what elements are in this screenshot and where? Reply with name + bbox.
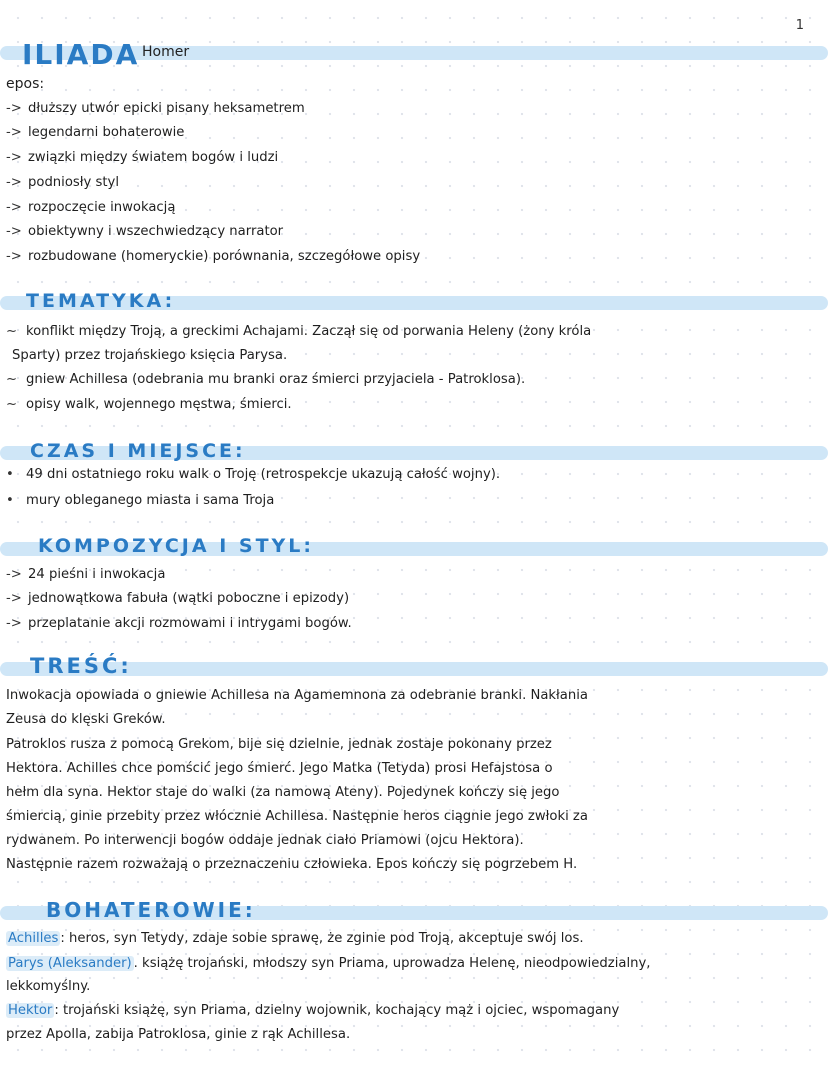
list-item bbox=[6, 146, 822, 170]
character-name: Achilles bbox=[8, 931, 59, 946]
list-item-text: mury obleganego miasta i sama Troja bbox=[26, 493, 275, 508]
list-item bbox=[6, 563, 822, 587]
arrow-icon: -> bbox=[6, 567, 22, 582]
list-item bbox=[6, 463, 822, 487]
character-description: lekkomyślny. bbox=[6, 979, 91, 994]
paragraph-line bbox=[6, 393, 822, 417]
list-item bbox=[6, 97, 822, 121]
character-description: : heros, syn Tetydy, zdaje sobie sprawę, że zginie pod Troją, akceptuje swój los. bbox=[60, 931, 584, 946]
section-heading-kompozycja: KOMPOZYCJA I STYL: bbox=[38, 535, 314, 557]
character-name: Hektor bbox=[8, 1003, 53, 1018]
character-description: . książę trojański, młodszy syn Priama, uprowadza Helenę, nieodpowiedzialny, bbox=[133, 956, 651, 971]
section-heading-czas: CZAS I MIEJSCE: bbox=[30, 440, 246, 462]
list-item-text: legendarni bohaterowie bbox=[28, 125, 185, 140]
tilde-icon: ~ bbox=[6, 324, 18, 339]
list-item-text: rozpoczęcie inwokacją bbox=[28, 200, 176, 215]
list-item bbox=[6, 121, 822, 145]
list-item bbox=[6, 220, 822, 244]
list-item bbox=[6, 196, 822, 220]
paragraph-line bbox=[6, 320, 822, 344]
paragraph-line bbox=[6, 368, 822, 392]
list-item-text: 49 dni ostatniego roku walk o Troję (retrospekcje ukazują całość wojny). bbox=[26, 467, 501, 482]
paragraph-text: gniew Achillesa (odebrania mu branki oraz śmierci przyjaciela - Patroklosa). bbox=[26, 372, 526, 387]
list-item-text: obiektywny i wszechwiedzący narrator bbox=[28, 224, 284, 239]
list-item bbox=[6, 171, 822, 195]
character-description: przez Apolla, zabija Patroklosa, ginie z rąk Achillesa. bbox=[6, 1027, 351, 1042]
tilde-icon: ~ bbox=[6, 397, 18, 412]
section-heading-bohaterowie: BOHATEROWIE: bbox=[46, 898, 256, 922]
character-entry bbox=[6, 999, 822, 1023]
document-author: Homer bbox=[142, 44, 190, 60]
list-item-text: dłuższy utwór epicki pisany heksametrem bbox=[28, 101, 305, 116]
character-entry bbox=[6, 975, 822, 999]
paragraph-line: Sparty) przez trojańskiego księcia Parysa. bbox=[12, 348, 288, 363]
paragraph-line: Zeusa do klęski Greków. bbox=[6, 712, 166, 727]
paragraph-line: Inwokacja opowiada o gniewie Achillesa na Agamemnona za odebranie branki. Nakłania bbox=[6, 688, 588, 703]
character-entry bbox=[6, 1023, 822, 1047]
paragraph-line: Hektora. Achilles chce pomścić jego śmierć. Jego Matka (Tetyda) prosi Hefajstosa o bbox=[6, 761, 553, 776]
arrow-icon: -> bbox=[6, 175, 22, 190]
list-item-text: rozbudowane (homeryckie) porównania, szczegółowe opisy bbox=[28, 249, 421, 264]
list-item-text: 24 pieśni i inwokacja bbox=[28, 567, 166, 582]
list-item bbox=[6, 587, 822, 611]
list-item bbox=[6, 612, 822, 636]
list-item-text: związki między światem bogów i ludzi bbox=[28, 150, 279, 165]
arrow-icon: -> bbox=[6, 224, 22, 239]
document-title: ILIADA bbox=[22, 38, 140, 71]
epos-label: epos: bbox=[6, 76, 45, 92]
paragraph-line: Patroklos rusza z pomocą Grekom, bije się dzielnie, jednak zostaje pokonany przez bbox=[6, 737, 552, 752]
arrow-icon: -> bbox=[6, 616, 22, 631]
list-item-text: jednowątkowa fabuła (wątki poboczne i epizody) bbox=[28, 591, 350, 606]
bullet-icon: • bbox=[6, 467, 14, 482]
arrow-icon: -> bbox=[6, 591, 22, 606]
paragraph-text: opisy walk, wojennego męstwa, śmierci. bbox=[26, 397, 292, 412]
list-item bbox=[6, 489, 822, 513]
page-number: 1 bbox=[795, 18, 804, 33]
character-description: : trojański książę, syn Priama, dzielny wojownik, kochający mąż i ojciec, wspomagany bbox=[54, 1003, 620, 1018]
arrow-icon: -> bbox=[6, 150, 22, 165]
arrow-icon: -> bbox=[6, 125, 22, 140]
bullet-icon: • bbox=[6, 493, 14, 508]
list-item-text: podniosły styl bbox=[28, 175, 120, 190]
paragraph-line: śmiercią, ginie przebity przez włócznie Achillesa. Następnie heros ciągnie jego zwłoki za bbox=[6, 809, 588, 824]
arrow-icon: -> bbox=[6, 101, 22, 116]
paragraph-text: konflikt między Troją, a greckimi Achajami. Zaczął się od porwania Heleny (żony króla bbox=[26, 324, 592, 339]
character-entry bbox=[6, 952, 822, 976]
arrow-icon: -> bbox=[6, 249, 22, 264]
paragraph-line: hełm dla syna. Hektor staje do walki (za namową Ateny). Pojedynek kończy się jego bbox=[6, 785, 560, 800]
section-heading-tematyka: TEMATYKA: bbox=[26, 290, 176, 312]
character-name: Parys (Aleksander) bbox=[8, 956, 132, 971]
paragraph-line: Następnie razem rozważają o przeznaczeniu człowieka. Epos kończy się pogrzebem H. bbox=[6, 857, 578, 872]
tilde-icon: ~ bbox=[6, 372, 18, 387]
section-heading-tresc: TREŚĆ: bbox=[30, 654, 132, 678]
list-item-text: przeplatanie akcji rozmowami i intrygami bogów. bbox=[28, 616, 352, 631]
character-entry bbox=[6, 927, 822, 951]
paragraph-line: rydwanem. Po interwencji bogów oddaje jednak ciało Priamowi (ojcu Hektora). bbox=[6, 833, 524, 848]
arrow-icon: -> bbox=[6, 200, 22, 215]
list-item bbox=[6, 245, 822, 269]
